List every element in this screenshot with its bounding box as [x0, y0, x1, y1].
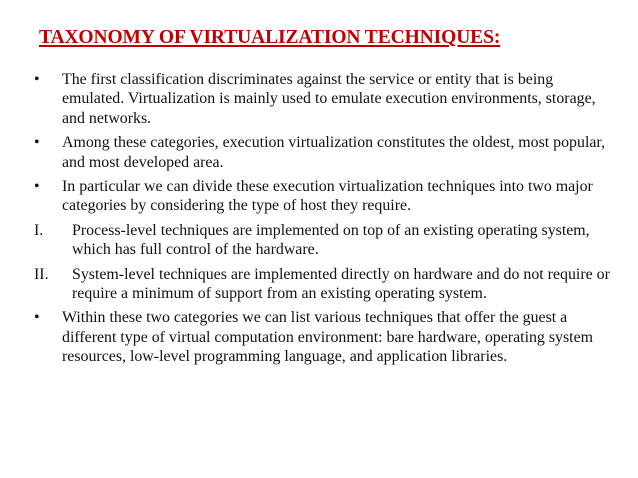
- bullet-marker: •: [34, 134, 40, 152]
- list-item-text: In particular we can divide these execution virtualization techniques into two major categories by considering the type of host they require.: [62, 178, 593, 215]
- bullet-marker: •: [34, 309, 40, 327]
- list-item: [34, 70, 614, 128]
- bullet-marker: •: [34, 178, 40, 196]
- list-item: [34, 177, 614, 216]
- list-item-text: System-level techniques are implemented directly on hardware and do not require or require a minimum of support from an existing operating system.: [72, 265, 610, 303]
- roman-numeral-marker: I.: [34, 221, 44, 239]
- list-item-text: The first classification discriminates against the service or entity that is being emulated. Virtualization is mainly used to emulate execution environments, storage, and networks.: [62, 71, 596, 127]
- list-item: [34, 133, 614, 172]
- list-item: [34, 265, 614, 304]
- slide-title: TAXONOMY OF VIRTUALIZATION TECHNIQUES:: [39, 27, 501, 48]
- list-item-text: Among these categories, execution virtualization constitutes the oldest, most popular, and most developed area.: [62, 134, 606, 171]
- slide-body: [34, 70, 614, 372]
- bullet-marker: •: [34, 71, 40, 88]
- list-item-text: Within these two categories we can list various techniques that offer the guest a different type of virtual computation environment: bare hardware, operating system resources, low-level programming language, and application libraries.: [62, 309, 593, 366]
- list-item: [34, 308, 614, 366]
- roman-numeral-marker: II.: [34, 265, 49, 283]
- list-item-text: Process-level techniques are implemented on top of an existing operating system, which has full control of the hardware.: [72, 221, 590, 259]
- list-item: [34, 221, 614, 260]
